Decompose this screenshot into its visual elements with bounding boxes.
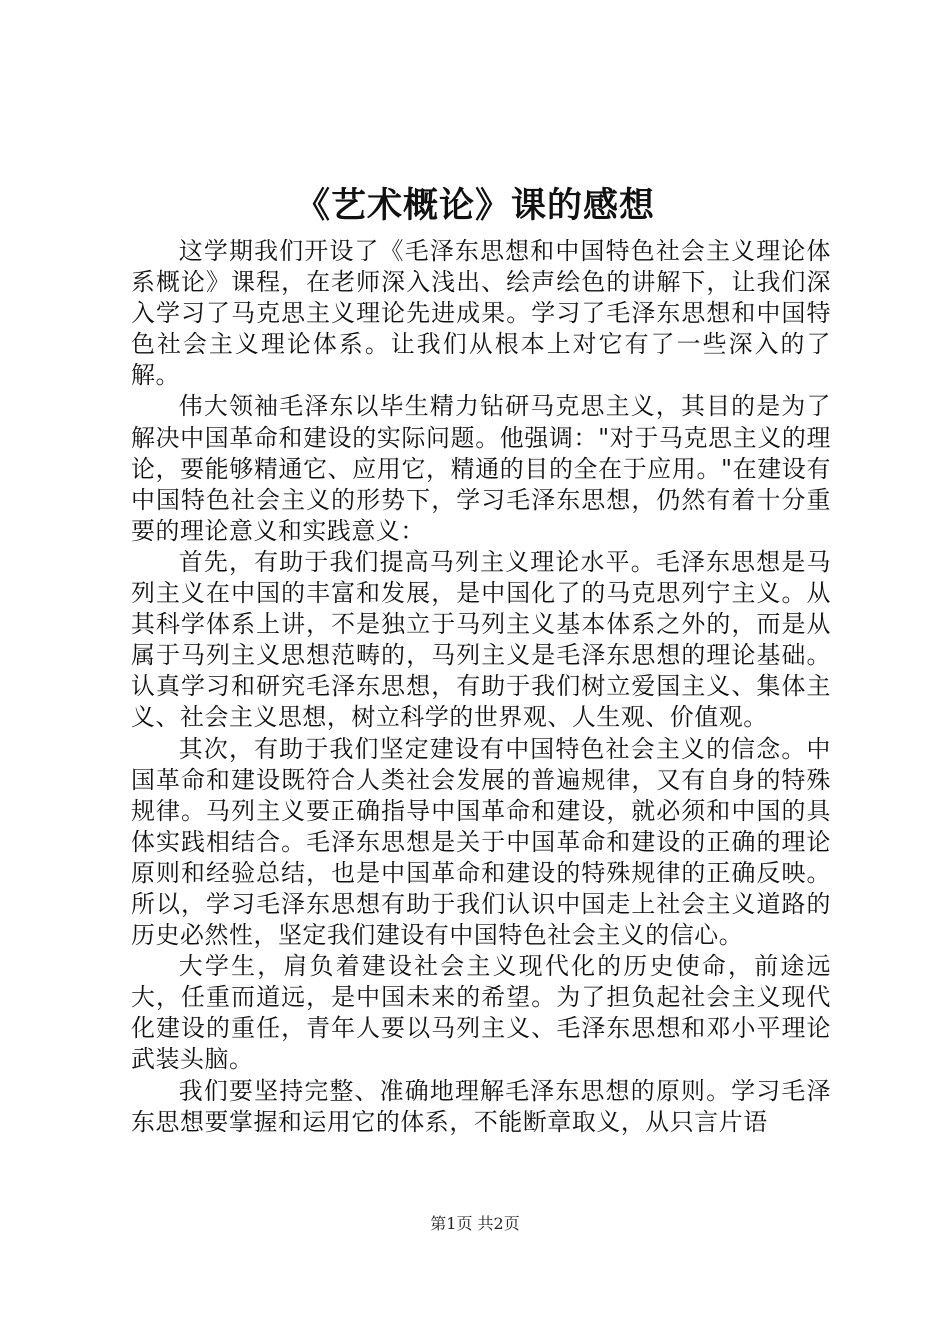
page-number-footer: 第1页 共2页 [430,1214,520,1233]
paragraph: 大学生，肩负着建设社会主义现代化的历史使命，前途远大，任重而道远，是中国未来的希望。为了担负起社会主义现代化建设的重任，青年人要以马列主义、毛泽东思想和邓小平理论武装头脑。 [131,952,831,1074]
paragraph: 我们要坚持完整、准确地理解毛泽东思想的原则。学习毛泽东思想要掌握和运用它的体系，不能断章取义，从只言片语 [131,1076,831,1136]
document-title: 《艺术概论》课的感想 [294,186,655,226]
paragraph: 其次，有助于我们坚定建设有中国特色社会主义的信念。中国革命和建设既符合人类社会发展的普遍规律，又有自身的特殊规律。马列主义要正确指导中国革命和建设，就必须和中国的具体实践相结合。毛泽东思想是关于中国革命和建设的正确的理论原则和经验总结，也是中国革命和建设的特殊规律的正确反映。所以，学习毛泽东思想有助于我们认识中国走上社会主义道路的历史必然性，坚定我们建设有中国特色社会主义的信心。 [131,734,831,950]
document-body [131,236,831,1138]
paragraph: 这学期我们开设了《毛泽东思想和中国特色社会主义理论体系概论》课程，在老师深入浅出、绘声绘色的讲解下，让我们深入学习了马克思主义理论先进成果。学习了毛泽东思想和中国特色社会主义理论体系。让我们从根本上对它有了一些深入的了解。 [131,237,831,390]
paragraph: 首先，有助于我们提高马列主义理论水平。毛泽东思想是马列主义在中国的丰富和发展，是中国化了的马克思列宁主义。从其科学体系上讲，不是独立于马列主义基本体系之外的，而是从属于马列主义思想范畴的，马列主义是毛泽东思想的理论基础。认真学习和研究毛泽东思想，有助于我们树立爱国主义、集体主义、社会主义思想，树立科学的世界观、人生观、价值观。 [131,547,831,732]
paragraph: 伟大领袖毛泽东以毕生精力钻研马克思主义，其目的是为了解决中国革命和建设的实际问题。他强调："对于马克思主义的理论，要能够精通它、应用它，精通的目的全在于应用。"在建设有中国特色社会主义的形势下，学习毛泽东思想，仍然有着十分重要的理论意义和实践意义： [131,392,831,545]
